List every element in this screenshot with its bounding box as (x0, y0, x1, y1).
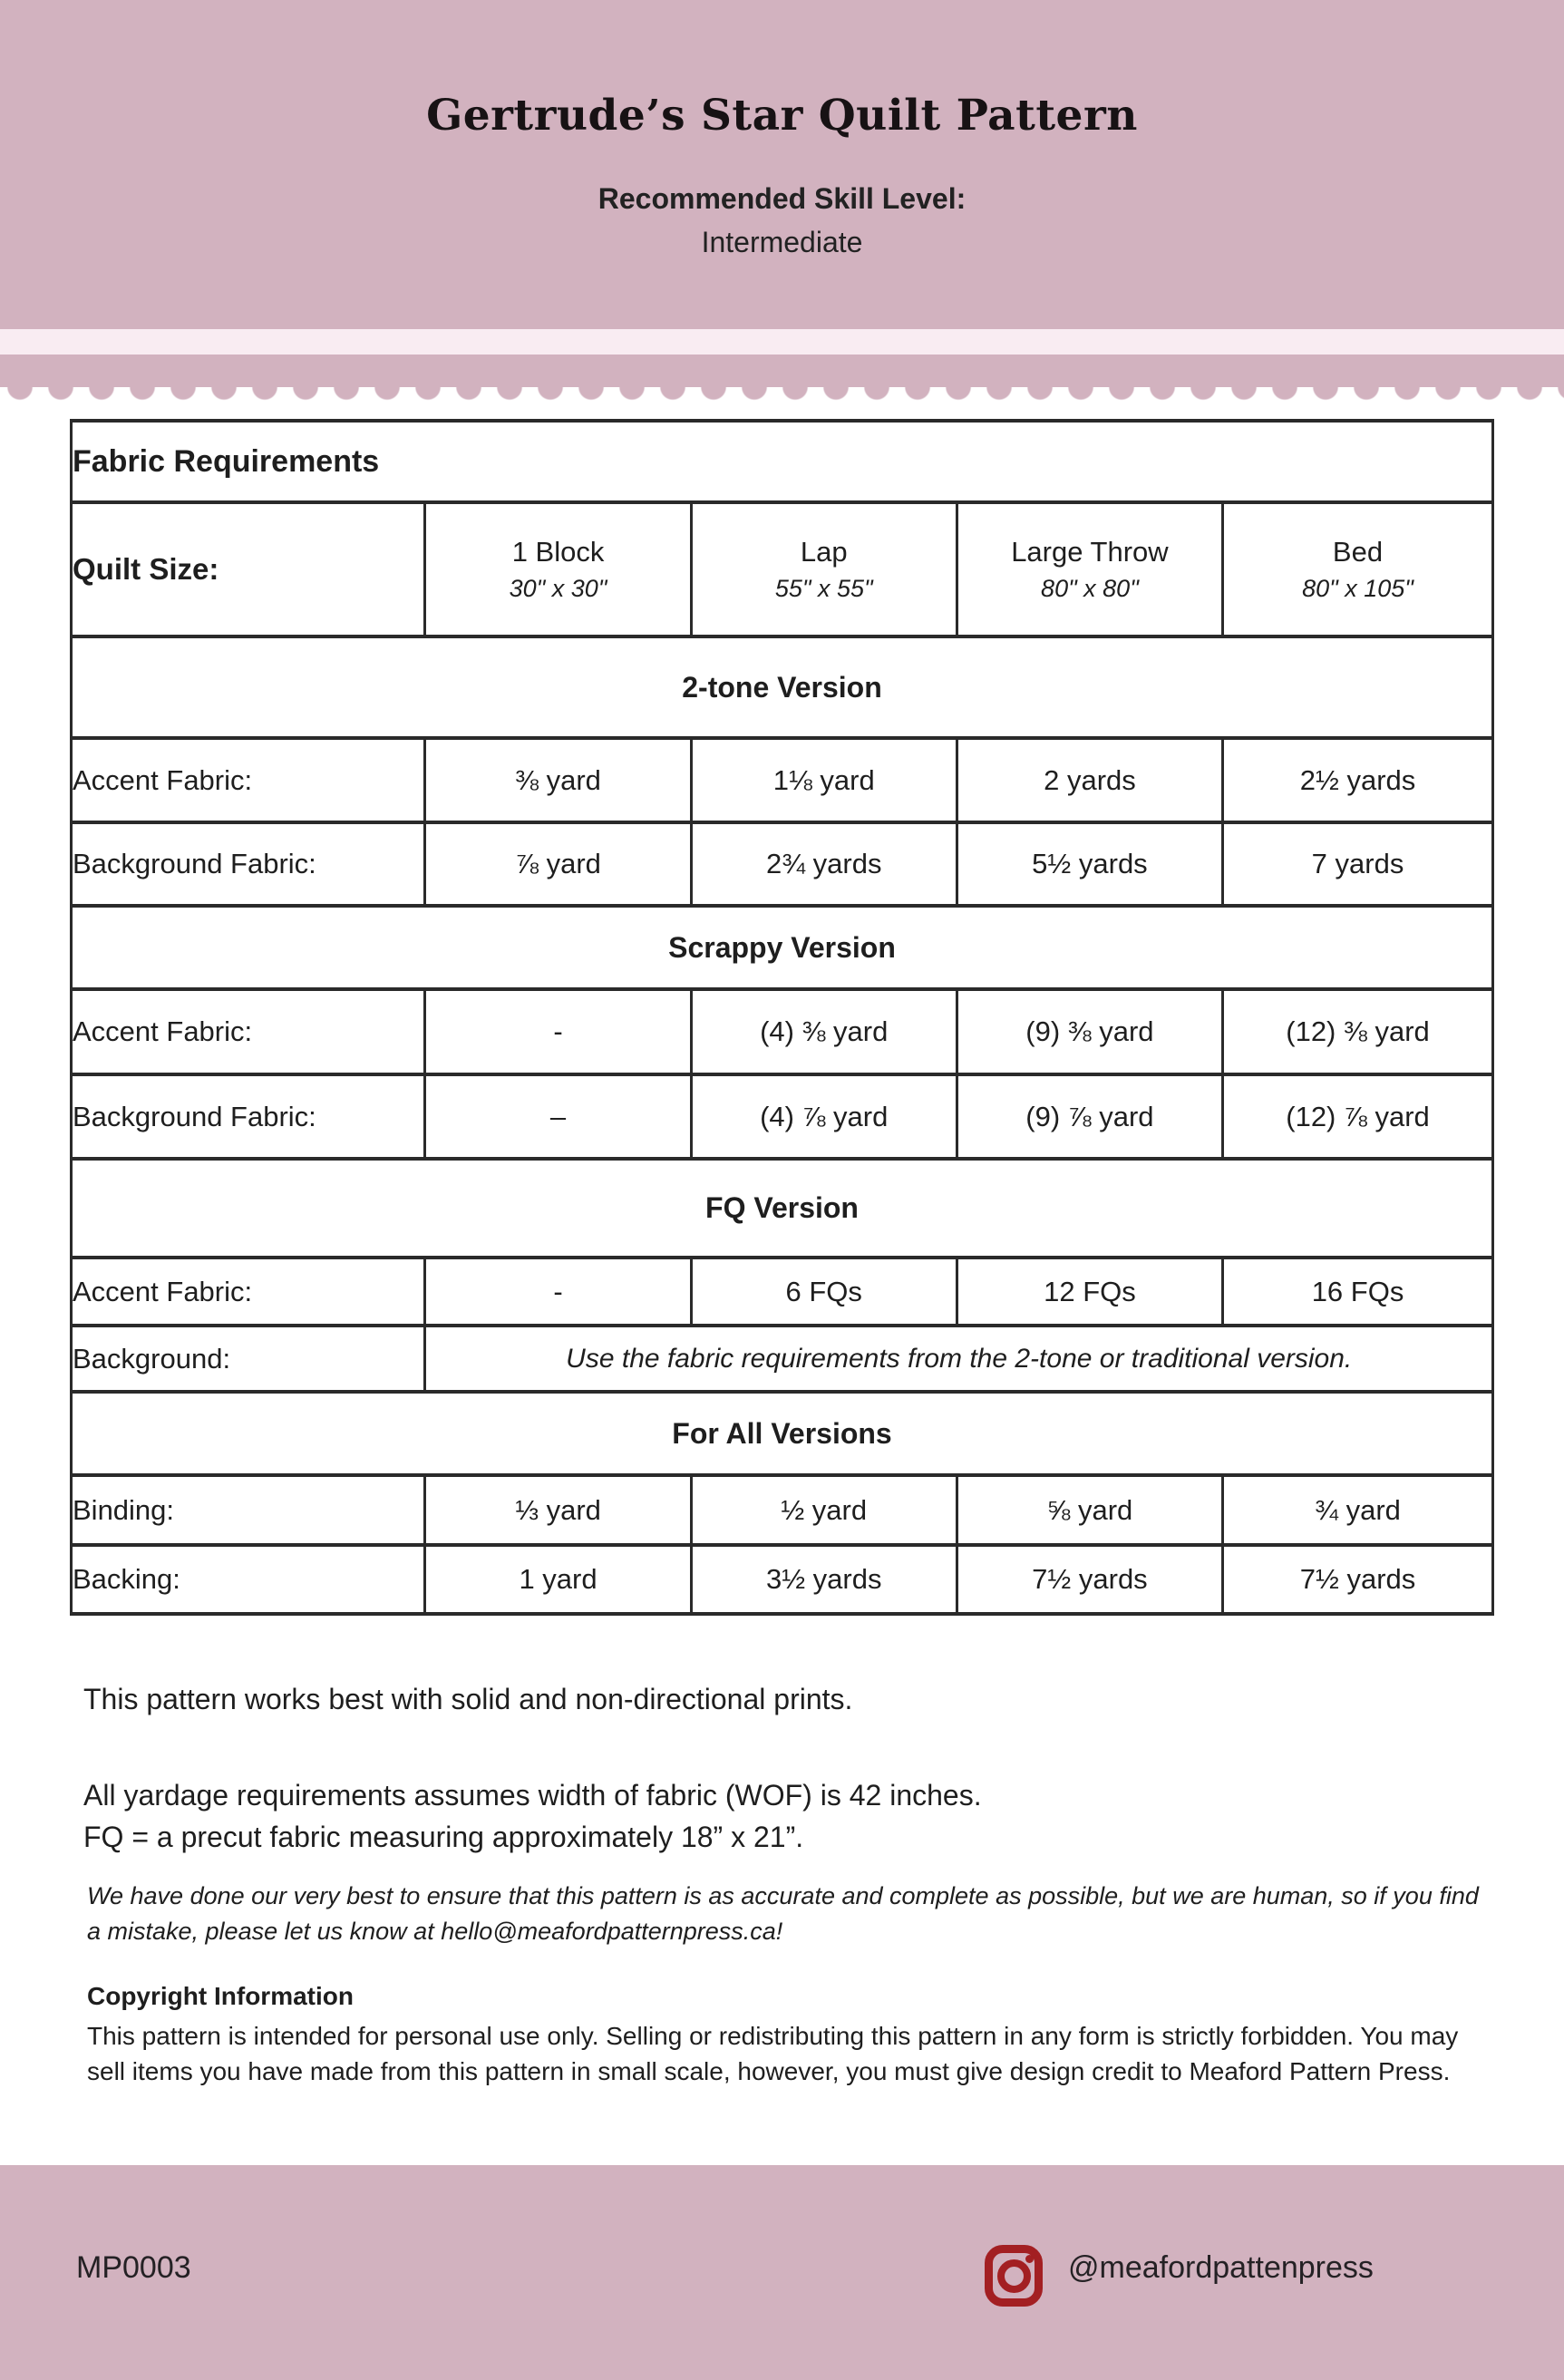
copyright-heading: Copyright Information (87, 1982, 354, 2010)
table-title: Fabric Requirements (72, 421, 1493, 502)
table-cell: 1⅛ yard (691, 738, 957, 822)
column-header-large-throw (957, 502, 1222, 636)
table-cell: 7½ yards (1223, 1545, 1493, 1614)
table-cell: 1 yard (425, 1545, 691, 1614)
table-row (72, 1326, 1493, 1392)
table-cell: 2½ yards (1223, 738, 1493, 822)
section-header-scrappy: Scrappy Version (72, 906, 1493, 989)
table-cell: 3½ yards (691, 1545, 957, 1614)
table-cell: (9) ⅜ yard (957, 989, 1222, 1074)
row-label: Accent Fabric: (72, 989, 425, 1074)
table-row (72, 989, 1493, 1074)
table-cell: 2 yards (957, 738, 1222, 822)
table-cell: 5½ yards (957, 822, 1222, 906)
table-cell: 7 yards (1223, 822, 1493, 906)
table-cell: ⅝ yard (957, 1475, 1222, 1545)
table-cell: 16 FQs (1223, 1258, 1493, 1326)
table-cell: – (425, 1074, 691, 1159)
note-solid-prints: This pattern works best with solid and non-directional prints. (83, 1683, 853, 1715)
table-cell: ⅞ yard (425, 822, 691, 906)
column-name: Lap (800, 536, 848, 568)
row-label: Background Fabric: (72, 822, 425, 906)
table-cell: ⅓ yard (425, 1475, 691, 1545)
table-cell: (4) ⅞ yard (691, 1074, 957, 1159)
instagram-handle: @meafordpattenpress (1068, 2250, 1374, 2285)
column-header-block (425, 502, 691, 636)
row-label: Background Fabric: (72, 1074, 425, 1159)
table-row (72, 1258, 1493, 1326)
table-row (72, 822, 1493, 906)
table-cell: (12) ⅞ yard (1223, 1074, 1493, 1159)
header-banner (0, 0, 1564, 329)
pink-stripe (0, 355, 1564, 387)
table-cell: 12 FQs (957, 1258, 1222, 1326)
table-row (72, 1545, 1493, 1614)
column-dimensions: 80" x 80" (1041, 575, 1139, 602)
section-header-all-versions: For All Versions (72, 1392, 1493, 1475)
table-cell: 7½ yards (957, 1545, 1222, 1614)
copyright-body: This pattern is intended for personal use only. Selling or redistributing this pattern in any form is strictly forbidden. You may sell items you have made from this pattern in small scale, however, you must give design credit to Meaford Pattern Press. (87, 2022, 1459, 2085)
row-label: Binding: (72, 1475, 425, 1545)
fabric-requirements-table (70, 419, 1494, 1616)
skill-level-value: Intermediate (701, 226, 863, 258)
table-cell: (4) ⅜ yard (691, 989, 957, 1074)
column-name: Large Throw (1011, 536, 1169, 568)
table-cell: 6 FQs (691, 1258, 957, 1326)
table-cell: (9) ⅞ yard (957, 1074, 1222, 1159)
table-cell: (12) ⅜ yard (1223, 989, 1493, 1074)
column-dimensions: 80" x 105" (1302, 575, 1413, 602)
table-cell: ¾ yard (1223, 1475, 1493, 1545)
background-note-cell: Use the fabric requirements from the 2-tone or traditional version. (425, 1326, 1493, 1392)
column-name: Bed (1332, 536, 1384, 568)
skill-level-label: Recommended Skill Level: (597, 182, 967, 215)
column-dimensions: 30" x 30" (509, 575, 607, 602)
row-label: Background: (72, 1326, 425, 1392)
note-fq-definition: FQ = a precut fabric measuring approximately 18” x 21”. (83, 1821, 804, 1853)
light-stripe (0, 329, 1564, 355)
row-label: Accent Fabric: (72, 1258, 425, 1326)
table-cell: ⅜ yard (425, 738, 691, 822)
accuracy-disclaimer: We have done our very best to ensure that this pattern is as accurate and complete as possible, but we are human, so if you find a mistake, please let us know at hello@meafordpatternpress.ca! (87, 1882, 1479, 1945)
instagram-flash-dot (1025, 2255, 1034, 2263)
table-cell: - (425, 1258, 691, 1326)
size-header-row (72, 502, 1493, 636)
table-cell: 2¾ yards (691, 822, 957, 906)
scallop-edge (0, 387, 1564, 401)
column-header-bed (1223, 502, 1493, 636)
row-label: Accent Fabric: (72, 738, 425, 822)
section-header-2-tone: 2-tone Version (72, 636, 1493, 738)
pattern-number: MP0003 (76, 2250, 191, 2285)
quilt-size-label: Quilt Size: (72, 502, 425, 636)
table-row (72, 738, 1493, 822)
table-row (72, 1074, 1493, 1159)
footer-banner (0, 2165, 1564, 2380)
section-header-fq: FQ Version (72, 1159, 1493, 1258)
column-name: 1 Block (511, 536, 605, 568)
note-wof: All yardage requirements assumes width of fabric (WOF) is 42 inches. (83, 1779, 982, 1812)
table-row (72, 1475, 1493, 1545)
table-cell: ½ yard (691, 1475, 957, 1545)
column-dimensions: 55" x 55" (774, 575, 873, 602)
instagram-icon (985, 2245, 1043, 2307)
instagram-lens-circle (997, 2259, 1031, 2293)
row-label: Backing: (72, 1545, 425, 1614)
page-title: Gertrude’s Star Quilt Pattern (426, 91, 1138, 141)
column-header-lap (691, 502, 957, 636)
table-cell: - (425, 989, 691, 1074)
